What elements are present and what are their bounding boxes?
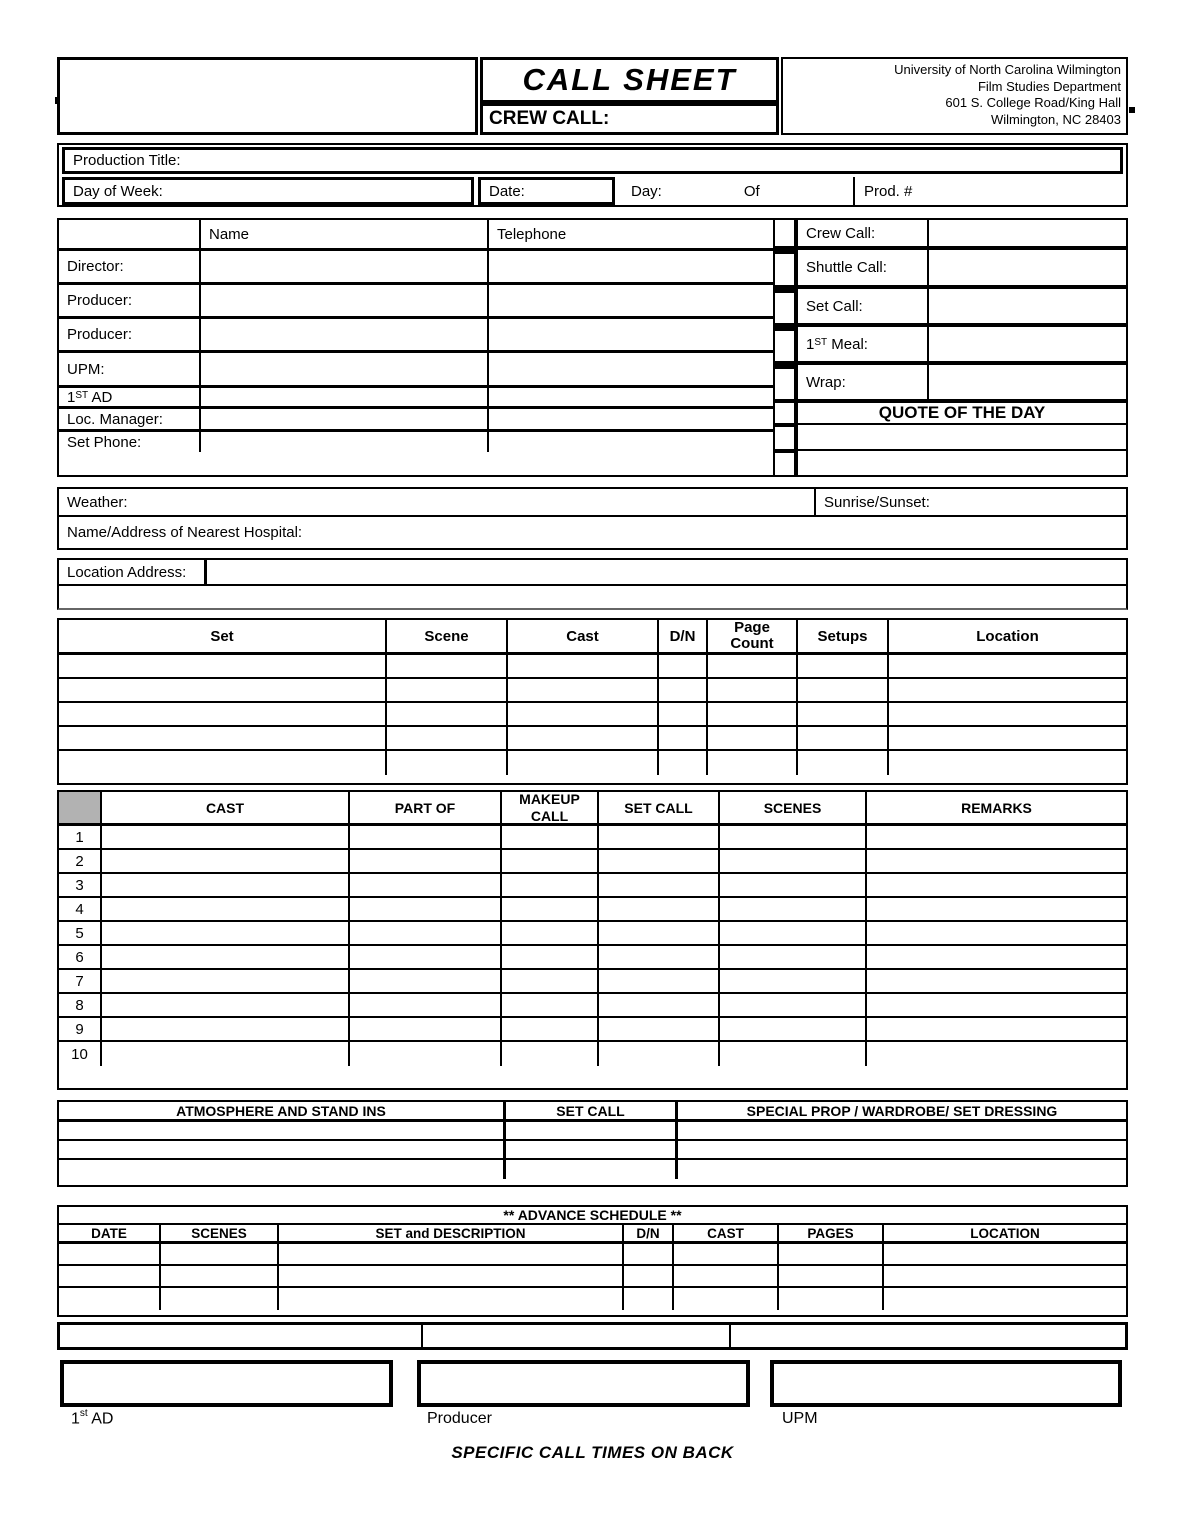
director-name-field[interactable] bbox=[201, 251, 489, 282]
spacer-cell bbox=[775, 218, 796, 248]
date-column-header: DATE bbox=[59, 1225, 161, 1241]
spacer-cell bbox=[775, 248, 796, 287]
set-call-column-header: SET CALL bbox=[599, 792, 720, 823]
setups-column-header: Setups bbox=[798, 620, 889, 652]
name-column-header: Name bbox=[201, 220, 489, 248]
cast-column-header: CAST bbox=[674, 1225, 779, 1241]
prod-number-field[interactable]: Prod. # bbox=[853, 177, 1123, 205]
upm-signature-label: UPM bbox=[782, 1410, 818, 1427]
producer-telephone-field[interactable] bbox=[489, 285, 773, 316]
cast-column-header: Cast bbox=[508, 620, 659, 652]
cast-corner-cell bbox=[59, 792, 102, 823]
special-prop-column-header: SPECIAL PROP / WARDROBE/ SET DRESSING bbox=[746, 1102, 1058, 1119]
upm-telephone-field[interactable] bbox=[489, 353, 773, 385]
location-column-header: LOCATION bbox=[970, 1225, 1040, 1241]
scenes-empty-row[interactable] bbox=[59, 655, 1126, 679]
producer-label: Producer: bbox=[59, 285, 201, 316]
upm-signature-field[interactable] bbox=[770, 1360, 1122, 1407]
cast-row[interactable] bbox=[59, 970, 1126, 994]
producer-2-telephone-field[interactable] bbox=[489, 319, 773, 350]
scenes-column-header: SCENES bbox=[720, 792, 867, 823]
production-section bbox=[57, 143, 1128, 207]
upm-row bbox=[59, 350, 773, 385]
footer-note: SPECIFIC CALL TIMES ON BACK bbox=[451, 1443, 734, 1462]
atmosphere-empty-row[interactable] bbox=[59, 1141, 1126, 1160]
first-ad-signature-field[interactable] bbox=[60, 1360, 393, 1407]
location-section bbox=[57, 558, 1128, 610]
quote-header-row bbox=[775, 401, 1128, 425]
producer-signature-label: Producer bbox=[427, 1410, 492, 1427]
quote-row-1 bbox=[775, 425, 1128, 451]
shuttle-call-field[interactable] bbox=[929, 248, 1128, 287]
quote-of-the-day-header: QUOTE OF THE DAY bbox=[796, 401, 1128, 425]
cast-column-header: CAST bbox=[102, 792, 350, 823]
set-call-field[interactable] bbox=[929, 287, 1128, 325]
cast-row-number: 4 bbox=[59, 898, 102, 920]
sunrise-sunset-field[interactable]: Sunrise/Sunset: bbox=[814, 489, 1126, 515]
scenes-empty-row[interactable] bbox=[59, 679, 1126, 703]
loc-manager-row bbox=[59, 406, 773, 429]
organization-address bbox=[781, 57, 1128, 135]
scenes-table bbox=[57, 618, 1128, 785]
remarks-column-header: REMARKS bbox=[961, 799, 1032, 816]
cast-row-number: 6 bbox=[59, 946, 102, 968]
upm-name-field[interactable] bbox=[201, 353, 489, 385]
atmosphere-header-row bbox=[59, 1102, 1126, 1122]
cast-row[interactable] bbox=[59, 946, 1126, 970]
first-ad-signature-label: 1st AD bbox=[71, 1408, 114, 1428]
spacer-cell bbox=[775, 425, 796, 451]
cast-row[interactable] bbox=[59, 922, 1126, 946]
contacts-header-row bbox=[59, 220, 773, 248]
wrap-field[interactable] bbox=[929, 363, 1128, 401]
director-telephone-field[interactable] bbox=[489, 251, 773, 282]
set-phone-row bbox=[59, 429, 773, 452]
pages-column-header: PAGES bbox=[779, 1225, 884, 1241]
cast-row[interactable] bbox=[59, 1042, 1126, 1066]
scan-artifact-dot bbox=[1129, 107, 1135, 113]
director-row bbox=[59, 248, 773, 282]
set-phone-field-2[interactable] bbox=[489, 432, 773, 452]
header-blank-box bbox=[57, 57, 478, 135]
first-ad-row bbox=[59, 385, 773, 406]
first-ad-label: 1 ST AD bbox=[59, 388, 201, 406]
advance-header-row bbox=[59, 1225, 1126, 1244]
first-meal-label: 1 ST Meal: bbox=[796, 325, 929, 363]
spacer-cell bbox=[775, 325, 796, 363]
cast-row-number: 3 bbox=[59, 874, 102, 896]
org-line: Wilmington, NC 28403 bbox=[990, 111, 1121, 127]
dn-column-header: D/N bbox=[659, 620, 708, 652]
location-column-header: Location bbox=[976, 627, 1039, 645]
shuttle-call-label: Shuttle Call: bbox=[796, 248, 929, 287]
crew-call-time-field[interactable] bbox=[929, 218, 1128, 248]
quote-field[interactable] bbox=[796, 425, 1128, 451]
quote-field[interactable] bbox=[796, 451, 1128, 477]
production-row-2 bbox=[62, 177, 1123, 205]
crew-contacts-table bbox=[57, 218, 775, 477]
location-address-label: Location Address: bbox=[59, 560, 207, 584]
location-address-field[interactable] bbox=[207, 560, 1126, 584]
wrap-label: Wrap: bbox=[796, 363, 929, 401]
signature-labels bbox=[57, 1410, 1128, 1432]
scenes-column-header: SCENES bbox=[161, 1225, 279, 1241]
org-line: 601 S. College Road/King Hall bbox=[945, 95, 1121, 110]
advance-empty-row[interactable] bbox=[59, 1244, 1126, 1266]
advance-schedule-title: ** ADVANCE SCHEDULE ** bbox=[59, 1207, 1126, 1225]
signature-boxes bbox=[57, 1360, 1128, 1407]
cast-row[interactable] bbox=[59, 874, 1126, 898]
producer-2-row bbox=[59, 316, 773, 350]
set-call-label: Set Call: bbox=[796, 287, 929, 325]
set-column-header: Set bbox=[59, 620, 387, 652]
notes-strip-cell[interactable] bbox=[60, 1325, 423, 1347]
telephone-column-header: Telephone bbox=[497, 225, 567, 243]
location-address-field-2[interactable] bbox=[59, 586, 1126, 608]
scene-column-header: Scene bbox=[387, 620, 508, 652]
spacer-cell bbox=[775, 287, 796, 325]
of-label: Of bbox=[743, 182, 760, 200]
crew-call-time-label: Crew Call: bbox=[796, 218, 929, 248]
cast-row-number: 10 bbox=[59, 1042, 102, 1066]
spacer-cell bbox=[775, 401, 796, 425]
producer-2-name-field[interactable] bbox=[201, 319, 489, 350]
call-times-table bbox=[775, 218, 1128, 477]
cast-row[interactable] bbox=[59, 898, 1126, 922]
makeup-call-column-header: MAKEUP CALL bbox=[502, 792, 599, 823]
cast-row-number: 7 bbox=[59, 970, 102, 992]
location-address-row bbox=[59, 560, 1126, 586]
upm-label: UPM: bbox=[59, 353, 201, 385]
atmosphere-empty-row[interactable] bbox=[59, 1122, 1126, 1141]
quote-row-2 bbox=[775, 451, 1128, 477]
cast-table bbox=[57, 790, 1128, 1090]
crew-call-row bbox=[775, 218, 1128, 248]
set-description-column-header: SET and DESCRIPTION bbox=[279, 1225, 624, 1241]
set-call-row bbox=[775, 287, 1128, 325]
cast-header-row bbox=[59, 792, 1126, 826]
cast-row[interactable] bbox=[59, 850, 1126, 874]
first-meal-field[interactable] bbox=[929, 325, 1128, 363]
crew-call-label: CREW CALL: bbox=[480, 106, 779, 135]
advance-schedule-table bbox=[57, 1205, 1128, 1317]
scenes-empty-row[interactable] bbox=[59, 703, 1126, 727]
scenes-empty-row[interactable] bbox=[59, 727, 1126, 751]
header bbox=[57, 57, 1128, 135]
atmosphere-empty-row[interactable] bbox=[59, 1160, 1126, 1179]
cast-row-number: 5 bbox=[59, 922, 102, 944]
set-phone-field[interactable] bbox=[201, 432, 489, 452]
notes-strip-cell[interactable] bbox=[731, 1325, 1125, 1347]
spacer-cell bbox=[775, 363, 796, 401]
producer-signature-field[interactable] bbox=[417, 1360, 750, 1407]
part-of-column-header: PART OF bbox=[350, 792, 502, 823]
org-line: Film Studies Department bbox=[977, 78, 1121, 94]
loc-manager-label: Loc. Manager: bbox=[59, 409, 201, 429]
cast-row[interactable] bbox=[59, 994, 1126, 1018]
atmosphere-column-header: ATMOSPHERE AND STAND INS bbox=[59, 1102, 506, 1119]
contacts-corner-cell bbox=[59, 220, 201, 248]
page-count-column-header: Page Count bbox=[708, 620, 798, 652]
hospital-field[interactable]: Name/Address of Nearest Hospital: bbox=[67, 524, 303, 541]
producer-row bbox=[59, 282, 773, 316]
notes-strip-cell[interactable] bbox=[423, 1325, 731, 1347]
cast-row-number: 9 bbox=[59, 1018, 102, 1040]
producer-name-field[interactable] bbox=[201, 285, 489, 316]
day-of-week-field[interactable]: Day of Week: bbox=[62, 177, 474, 205]
director-label: Director: bbox=[59, 251, 201, 282]
scenes-header-row bbox=[59, 620, 1126, 655]
first-meal-row bbox=[775, 325, 1128, 363]
cast-row[interactable] bbox=[59, 826, 1126, 850]
scenes-empty-row[interactable] bbox=[59, 751, 1126, 775]
day-label: Day: bbox=[631, 182, 662, 200]
atmosphere-table bbox=[57, 1100, 1128, 1187]
cast-row[interactable] bbox=[59, 1018, 1126, 1042]
first-ad-name-field[interactable] bbox=[201, 388, 489, 406]
dn-column-header: D/N bbox=[624, 1225, 674, 1241]
weather-row bbox=[59, 489, 1126, 517]
contacts-section bbox=[57, 218, 1128, 477]
set-call-column-header: SET CALL bbox=[506, 1102, 678, 1119]
shuttle-call-row bbox=[775, 248, 1128, 287]
advance-empty-row[interactable] bbox=[59, 1266, 1126, 1288]
advance-empty-row[interactable] bbox=[59, 1288, 1126, 1310]
loc-manager-telephone-field[interactable] bbox=[489, 409, 773, 429]
set-phone-label: Set Phone: bbox=[59, 432, 201, 452]
page-title: CALL SHEET bbox=[480, 57, 779, 103]
loc-manager-name-field[interactable] bbox=[201, 409, 489, 429]
wrap-row bbox=[775, 363, 1128, 401]
weather-field[interactable]: Weather: bbox=[67, 493, 128, 511]
header-title-block bbox=[480, 57, 779, 135]
date-field[interactable]: Date: bbox=[478, 177, 615, 205]
cast-row-number: 1 bbox=[59, 826, 102, 848]
signatures-section bbox=[57, 1360, 1128, 1432]
weather-section bbox=[57, 487, 1128, 550]
spacer-cell bbox=[775, 451, 796, 477]
org-line: University of North Carolina Wilmington bbox=[894, 62, 1121, 77]
producer-2-label: Producer: bbox=[59, 319, 201, 350]
cast-row-number: 2 bbox=[59, 850, 102, 872]
first-ad-telephone-field[interactable] bbox=[489, 388, 773, 406]
production-title-field[interactable]: Production Title: bbox=[62, 147, 1123, 174]
cast-row-number: 8 bbox=[59, 994, 102, 1016]
notes-strip bbox=[57, 1322, 1128, 1350]
